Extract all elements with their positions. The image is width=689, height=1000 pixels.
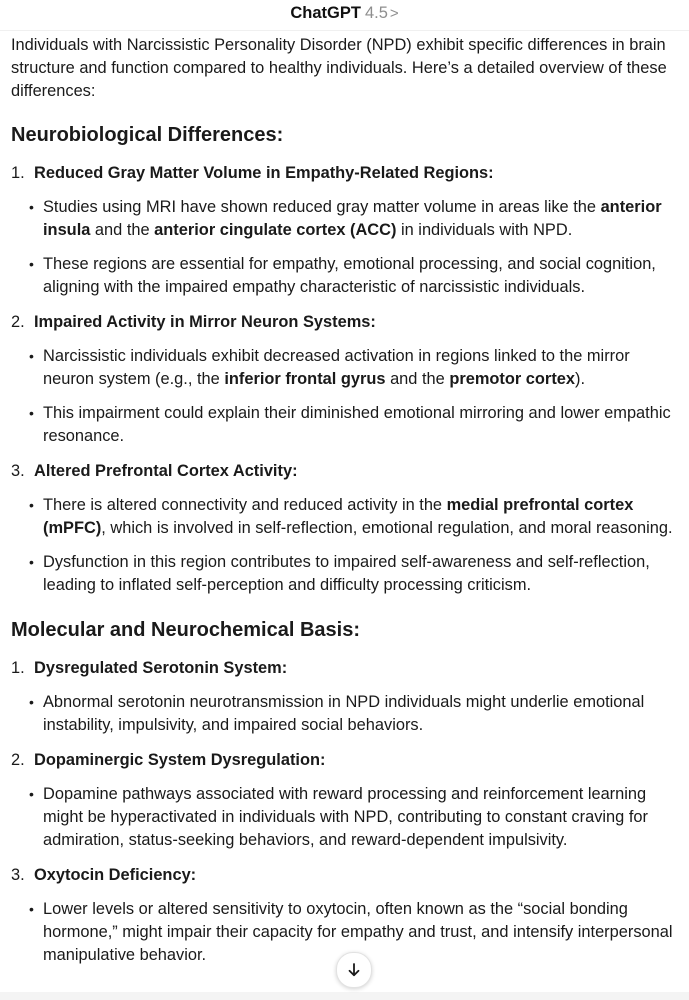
list-item-heading: [11, 864, 685, 887]
list-item-title: Dysregulated Serotonin System:: [34, 659, 288, 677]
bullet-text: Narcissistic individuals exhibit decreased activation in regions linked to the mirror neuron system (e.g., the: [43, 347, 630, 388]
bullet-text: Dysfunction in this region contributes to impaired self-awareness and self-reflection, leading to inflated self-perception and difficulty processing criticism.: [43, 553, 650, 594]
bullet-item: [11, 494, 685, 540]
bullet-list: [11, 345, 685, 448]
list-number: 3.: [11, 866, 25, 884]
bullet-list: [11, 783, 685, 852]
bottom-fade: [0, 992, 689, 1000]
list-number: 2.: [11, 751, 25, 769]
numbered-list: [11, 657, 685, 967]
section-heading: Molecular and Neurochemical Basis:: [11, 619, 361, 641]
bullet-dot-icon: •: [29, 497, 34, 513]
bullet-item: [11, 345, 685, 391]
bold-term: anterior insula: [43, 198, 662, 239]
bold-term: medial prefrontal cortex (mPFC): [43, 496, 634, 537]
bold-term: inferior frontal gyrus: [224, 370, 386, 388]
bullet-text: ).: [575, 370, 586, 388]
list-item: [11, 162, 685, 299]
list-item-title: Reduced Gray Matter Volume in Empathy-Related Regions:: [34, 164, 494, 182]
list-number: 3.: [11, 462, 25, 480]
bullet-dot-icon: •: [29, 405, 34, 421]
list-item-title: Altered Prefrontal Cortex Activity:: [34, 462, 298, 480]
list-item-title: Oxytocin Deficiency:: [34, 866, 197, 884]
bullet-text: and the: [385, 370, 450, 388]
bullet-text: There is altered connectivity and reduced activity in the: [43, 496, 447, 514]
bullet-text: This impairment could explain their diminished emotional mirroring and lower empathic resonance.: [43, 404, 671, 445]
bullet-text: in individuals with NPD.: [396, 221, 573, 239]
bullet-item: [11, 551, 685, 597]
section-heading: Neurobiological Differences:: [11, 124, 284, 146]
bullet-text: Lower levels or altered sensitivity to oxytocin, often known as the “social bonding hormone,” might impair their capacity for empathy and trust, and intensify interpersonal manipulative behavior.: [43, 900, 673, 964]
bullet-dot-icon: •: [29, 554, 34, 570]
list-item: [11, 311, 685, 448]
list-item: [11, 657, 685, 737]
bullet-item: [11, 783, 685, 852]
list-item-heading: [11, 162, 685, 185]
bullet-list: [11, 691, 685, 737]
bullet-item: [11, 691, 685, 737]
bullet-dot-icon: •: [29, 256, 34, 272]
model-selector[interactable]: [290, 2, 398, 25]
list-item: [11, 749, 685, 852]
bullet-dot-icon: •: [29, 199, 34, 215]
bullet-text: These regions are essential for empathy, emotional processing, and social cognition, aligning with the impaired empathy characteristic of narcissistic individuals.: [43, 255, 656, 296]
list-item-title: Impaired Activity in Mirror Neuron Systems:: [34, 313, 376, 331]
bullet-text: and the: [90, 221, 155, 239]
assistant-message: [11, 34, 685, 979]
bullet-dot-icon: •: [29, 348, 34, 364]
chevron-right-icon: >: [389, 5, 399, 22]
scroll-down-button[interactable]: [336, 952, 372, 988]
arrow-down-icon: [346, 962, 362, 978]
top-bar: [0, 0, 689, 31]
bullet-list: [11, 196, 685, 299]
bullet-item: [11, 402, 685, 448]
bullet-text: Dopamine pathways associated with reward processing and reinforcement learning might be hyperactivated in individuals with NPD, contributing to constant craving for admiration, status-seeking behaviors, and reward-dependent impulsivity.: [43, 785, 648, 849]
bullet-dot-icon: •: [29, 694, 34, 710]
bullet-text: , which is involved in self-reflection, emotional regulation, and moral reasoning.: [101, 519, 673, 537]
list-number: 1.: [11, 659, 25, 677]
list-item: [11, 460, 685, 597]
list-item-heading: [11, 311, 685, 334]
list-number: 2.: [11, 313, 25, 331]
bullet-dot-icon: •: [29, 786, 34, 802]
bullet-item: [11, 196, 685, 242]
bold-term: premotor cortex: [449, 370, 576, 388]
bullet-text: Abnormal serotonin neurotransmission in NPD individuals might underlie emotional instability, impulsivity, and impaired social behaviors.: [43, 693, 645, 734]
intro-paragraph: Individuals with Narcissistic Personality Disorder (NPD) exhibit specific differences in brain structure and function compared to healthy individuals. Here’s a detailed overview of these differences:: [11, 36, 667, 100]
list-number: 1.: [11, 164, 25, 182]
model-version: 4.5: [364, 4, 388, 22]
bullet-dot-icon: •: [29, 901, 34, 917]
bullet-list: [11, 494, 685, 597]
numbered-list: [11, 162, 685, 597]
list-item-title: Dopaminergic System Dysregulation:: [34, 751, 326, 769]
bold-term: anterior cingulate cortex (ACC): [154, 221, 397, 239]
list-item-heading: [11, 749, 685, 772]
message-sections: [11, 122, 685, 967]
list-item-heading: [11, 657, 685, 680]
list-item-heading: [11, 460, 685, 483]
app-name: ChatGPT: [290, 4, 361, 22]
bullet-text: Studies using MRI have shown reduced gray matter volume in areas like the: [43, 198, 601, 216]
bullet-item: [11, 253, 685, 299]
